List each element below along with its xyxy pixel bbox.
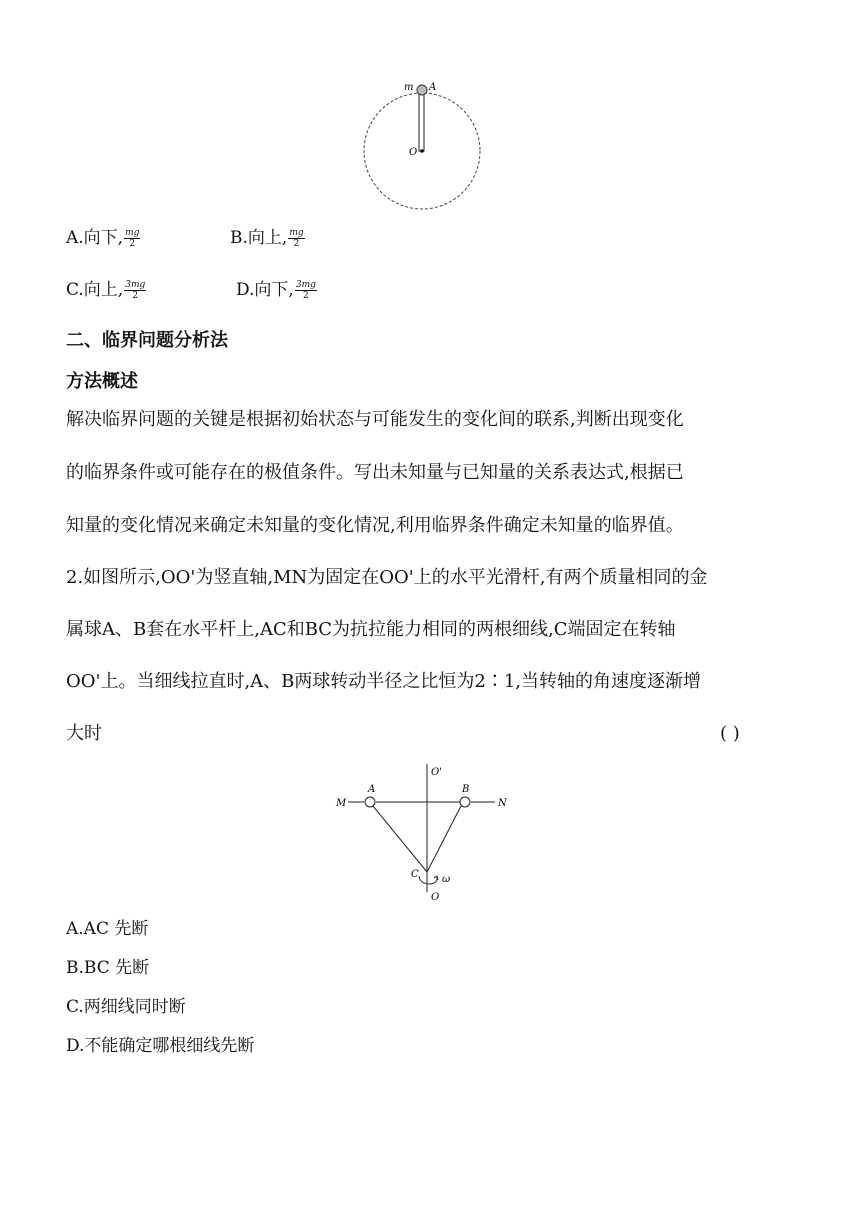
label-N: N bbox=[498, 798, 507, 809]
label-A: A bbox=[429, 82, 437, 93]
q2-line-3: OO'上。当细线拉直时,A、B两球转动半径之比恒为2∶1,当转轴的角速度逐渐增 bbox=[66, 671, 702, 692]
label-B: B bbox=[462, 784, 470, 795]
string-AC bbox=[373, 806, 427, 872]
ball-B bbox=[460, 797, 470, 807]
label-O: O bbox=[409, 147, 418, 158]
q2-option-c: C.两细线同时断 bbox=[66, 997, 186, 1017]
q1-option-b: B.向上, $\frac{mg}{2}$ bbox=[230, 228, 304, 249]
q2-option-d: D.不能确定哪根细线先断 bbox=[66, 1036, 255, 1056]
ball-A bbox=[417, 85, 427, 95]
section-subtitle: 方法概述 bbox=[66, 371, 138, 392]
q1-option-c: C.向上, $\frac{3mg}{2}$ bbox=[66, 280, 146, 301]
label-O-prime: O' bbox=[431, 767, 442, 778]
rotating-axis-figure bbox=[330, 760, 530, 905]
label-A: A bbox=[368, 784, 376, 795]
label-C: C bbox=[411, 869, 419, 880]
rotation-arrowhead bbox=[434, 876, 438, 880]
method-line-2: 的临界条件或可能存在的极值条件。写出未知量与已知量的关系表达式,根据已 bbox=[66, 462, 684, 483]
label-O: O bbox=[431, 892, 440, 903]
ball-A bbox=[365, 797, 375, 807]
q1-option-d: D.向下, $\frac{3mg}{2}$ bbox=[236, 280, 316, 301]
section-title: 二、临界问题分析法 bbox=[66, 330, 228, 351]
q2-line-1: 2.如图所示,OO'为竖直轴,MN为固定在OO'上的水平光滑杆,有两个质量相同的金 bbox=[66, 567, 708, 588]
string-BC bbox=[427, 806, 461, 872]
answer-paren: ( ) bbox=[720, 723, 740, 744]
method-line-1: 解决临界问题的关键是根据初始状态与可能发生的变化间的联系,判断出现变化 bbox=[66, 409, 684, 430]
label-omega: ω bbox=[442, 874, 451, 885]
label-M: M bbox=[336, 798, 347, 809]
pivot-O bbox=[420, 149, 424, 153]
rod bbox=[419, 93, 424, 151]
q1-option-a: A.向下, $\frac{mg}{2}$ bbox=[66, 228, 140, 249]
label-m: m bbox=[404, 82, 414, 93]
q2-line-2: 属球A、B套在水平杆上,AC和BC为抗拉能力相同的两根细线,C端固定在转轴 bbox=[66, 619, 676, 640]
q2-line-4: 大时 bbox=[66, 723, 102, 744]
q2-option-a: A.AC 先断 bbox=[66, 919, 149, 939]
q2-option-b: B.BC 先断 bbox=[66, 958, 150, 978]
circular-motion-figure bbox=[355, 75, 495, 215]
method-line-3: 知量的变化情况来确定未知量的变化情况,利用临界条件确定未知量的临界值。 bbox=[66, 515, 684, 536]
